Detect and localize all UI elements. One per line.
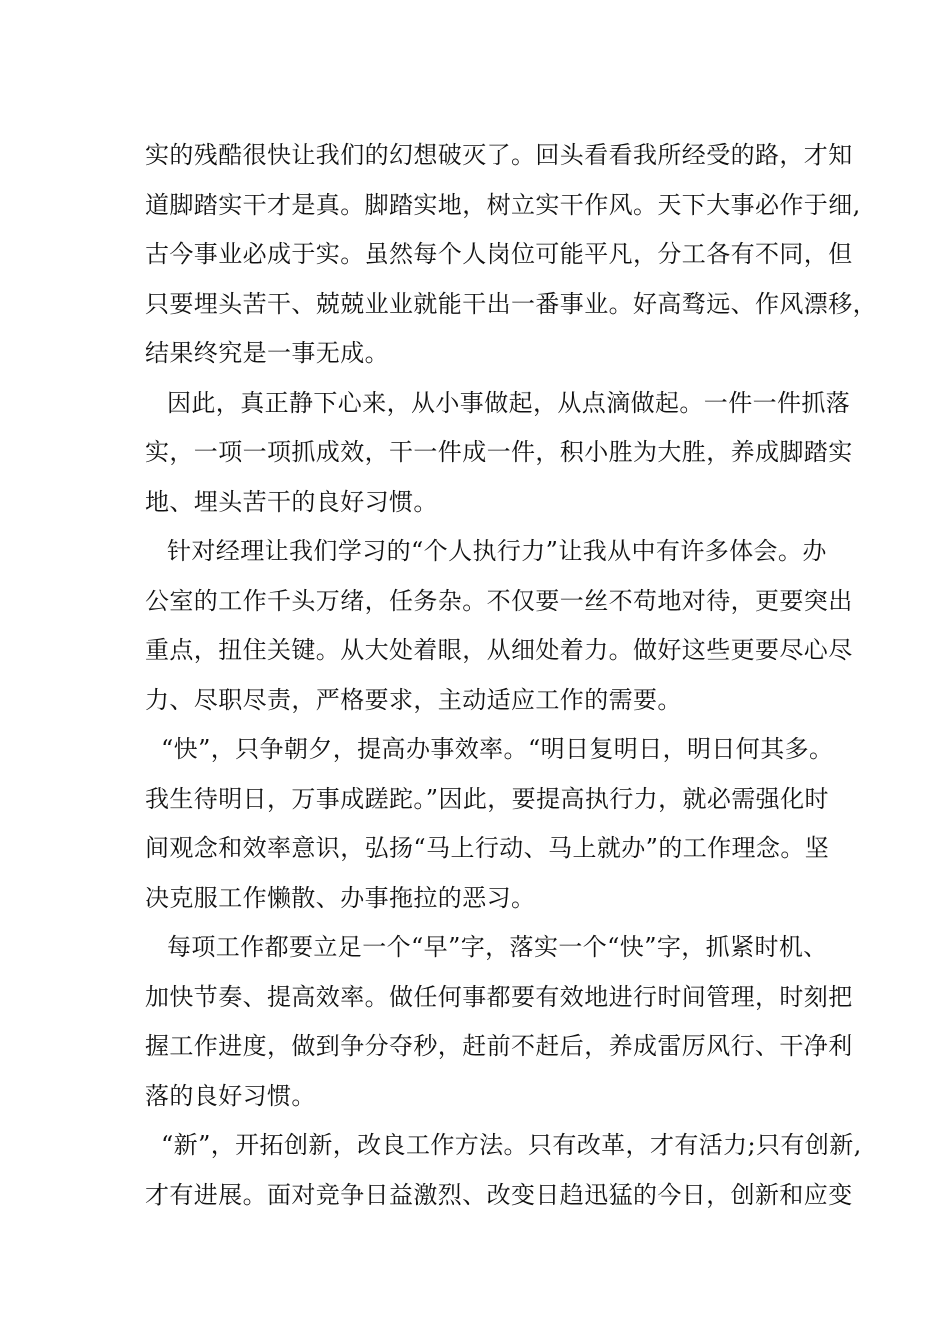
text-line: 间观念和效率意识，弘扬“马上行动、马上就办”的工作理念。坚: [145, 834, 830, 862]
text-line: 我生待明日，万事成蹉跎。”因此，要提高执行力，就必需强化时: [145, 784, 829, 813]
paragraph-start-line: 每项工作都要立足一个“早”字，落实一个“快”字，抓紧时机、: [167, 933, 828, 961]
paragraph-start-line: 针对经理让我们学习的“个人执行力”让我从中有许多体会。办: [167, 537, 827, 565]
text-line: 结果终究是一事无成。: [145, 339, 389, 367]
text-line: 公室的工作千头万绪，任务杂。不仅要一丝不苟地对待，更要突出: [145, 586, 853, 615]
text-line: 力、尽职尽责，严格要求，主动适应工作的需要。: [145, 685, 682, 714]
text-line: 才有进展。面对竞争日益激烈、改变日趋迅猛的今日，创新和应变: [145, 1180, 853, 1209]
text-line: 加快节奏、提高效率。做任何事都要有效地进行时间管理，时刻把: [145, 982, 853, 1011]
text-line: 道脚踏实干才是真。脚踏实地，树立实干作风。天下大事必作于细,: [145, 190, 861, 219]
text-line: 只要埋头苦干、兢兢业业就能干出一番事业。好高骛远、作风漂移，: [145, 289, 877, 318]
paragraph-start-line: “快”，只争朝夕，提高办事效率。“明日复明日，明日何其多。: [161, 735, 834, 763]
document-body: [145, 131, 877, 1220]
text-line: 古今事业必成于实。虽然每个人岗位可能平凡，分工各有不同，但: [145, 240, 853, 268]
text-line: 地、埋头苦干的良好习惯。: [145, 487, 438, 516]
paragraph-start-line: “新”，开拓创新，改良工作方法。只有改革，才有活力;只有创新,: [161, 1131, 862, 1159]
paragraph-start-line: 因此，真正静下心来，从小事做起，从点滴做起。一件一件抓落: [167, 388, 851, 417]
text-line: 落的良好习惯。: [145, 1081, 316, 1110]
text-line: 握工作进度，做到争分夺秒，赶前不赶后，养成雷厉风行、干净利: [145, 1032, 853, 1060]
text-line: 实，一项一项抓成效，干一件成一件，积小胜为大胜，养成脚踏实: [145, 438, 853, 466]
text-line: 实的残酷很快让我们的幻想破灭了。回头看看我所经受的路，才知: [145, 141, 853, 169]
text-line: 重点，扭住关键。从大处着眼，从细处着力。做好这些更要尽心尽: [145, 636, 853, 664]
text-line: 决克服工作懒散、办事拖拉的恶习。: [145, 883, 536, 912]
